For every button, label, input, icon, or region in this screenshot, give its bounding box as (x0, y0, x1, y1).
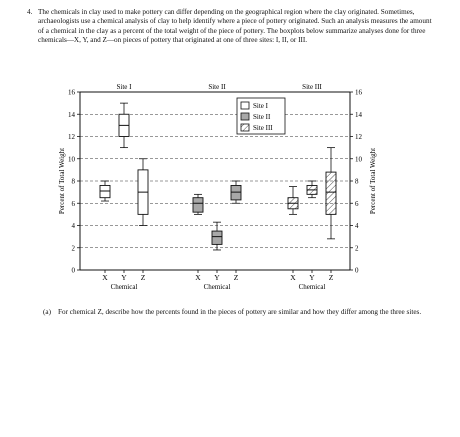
part-a-text: For chemical Z, describe how the percents found in the pieces of pottery are similar and how they differ among the three sites. (58, 308, 422, 316)
y-tick-label-right: 16 (355, 88, 362, 97)
x-tick-label: Z (140, 273, 146, 282)
box (231, 185, 241, 199)
y-axis-title-left: Percent of Total Weight (58, 147, 66, 215)
site-label: Site II (208, 83, 226, 91)
x-axis-title: Chemical (203, 283, 231, 291)
y-axis-title-right: Percent of Total Weight (369, 147, 377, 215)
y-tick-label-left: 0 (71, 266, 75, 275)
x-tick-label: X (290, 273, 296, 282)
x-axis-title: Chemical (298, 283, 326, 291)
y-tick-label-left: 10 (68, 155, 75, 164)
y-tick-label-left: 12 (68, 133, 75, 141)
x-tick-label: X (195, 273, 201, 282)
part-a-label: (a) (43, 308, 51, 316)
legend-swatch (241, 113, 249, 120)
y-tick-label-right: 14 (355, 110, 362, 119)
legend-label: Site I (253, 102, 268, 111)
x-tick-label: Y (309, 273, 315, 282)
legend-label: Site III (253, 124, 273, 133)
x-axis-title: Chemical (110, 283, 138, 291)
box (100, 185, 110, 197)
y-tick-label-left: 8 (71, 177, 75, 186)
y-tick-label-left: 4 (71, 222, 75, 230)
x-tick-label: Y (214, 273, 220, 282)
box (193, 198, 203, 212)
box (212, 231, 222, 244)
y-tick-label-right: 6 (355, 199, 359, 208)
legend-swatch (241, 102, 249, 109)
y-tick-label-left: 14 (68, 110, 75, 119)
y-tick-label-left: 16 (68, 88, 75, 97)
x-tick-label: Z (233, 273, 239, 282)
site-label: Site III (302, 83, 322, 91)
y-tick-label-right: 8 (355, 177, 359, 186)
x-tick-label: Y (121, 273, 127, 282)
x-tick-label: X (102, 273, 108, 282)
site-label: Site I (116, 83, 132, 91)
y-tick-label-left: 6 (71, 199, 75, 208)
question-text: The chemicals in clay used to make pottery can differ depending on the geographical region where the clay originated. Sometimes, archaeologists use a chemical analysis of clay to help identify where a piece of pottery originated. Such an analysis measures the amount of a chemical in the clay as a percent of the total weight of the piece of pottery. The boxplots below summarize analyses done for three chemicals—X, Y, and Z—on pieces of pottery that originated at one of three sites: I, II, or III. (38, 8, 432, 44)
y-tick-label-right: 2 (355, 244, 359, 253)
y-tick-label-right: 12 (355, 133, 362, 141)
x-tick-label: Z (328, 273, 334, 282)
y-tick-label-right: 0 (355, 266, 359, 275)
legend-label: Site II (253, 113, 271, 122)
y-tick-label-left: 2 (71, 244, 75, 253)
legend-swatch (241, 124, 249, 131)
y-tick-label-right: 10 (355, 155, 362, 164)
y-tick-label-right: 4 (355, 222, 359, 230)
question-number: 4. (27, 8, 33, 16)
box (326, 172, 336, 214)
